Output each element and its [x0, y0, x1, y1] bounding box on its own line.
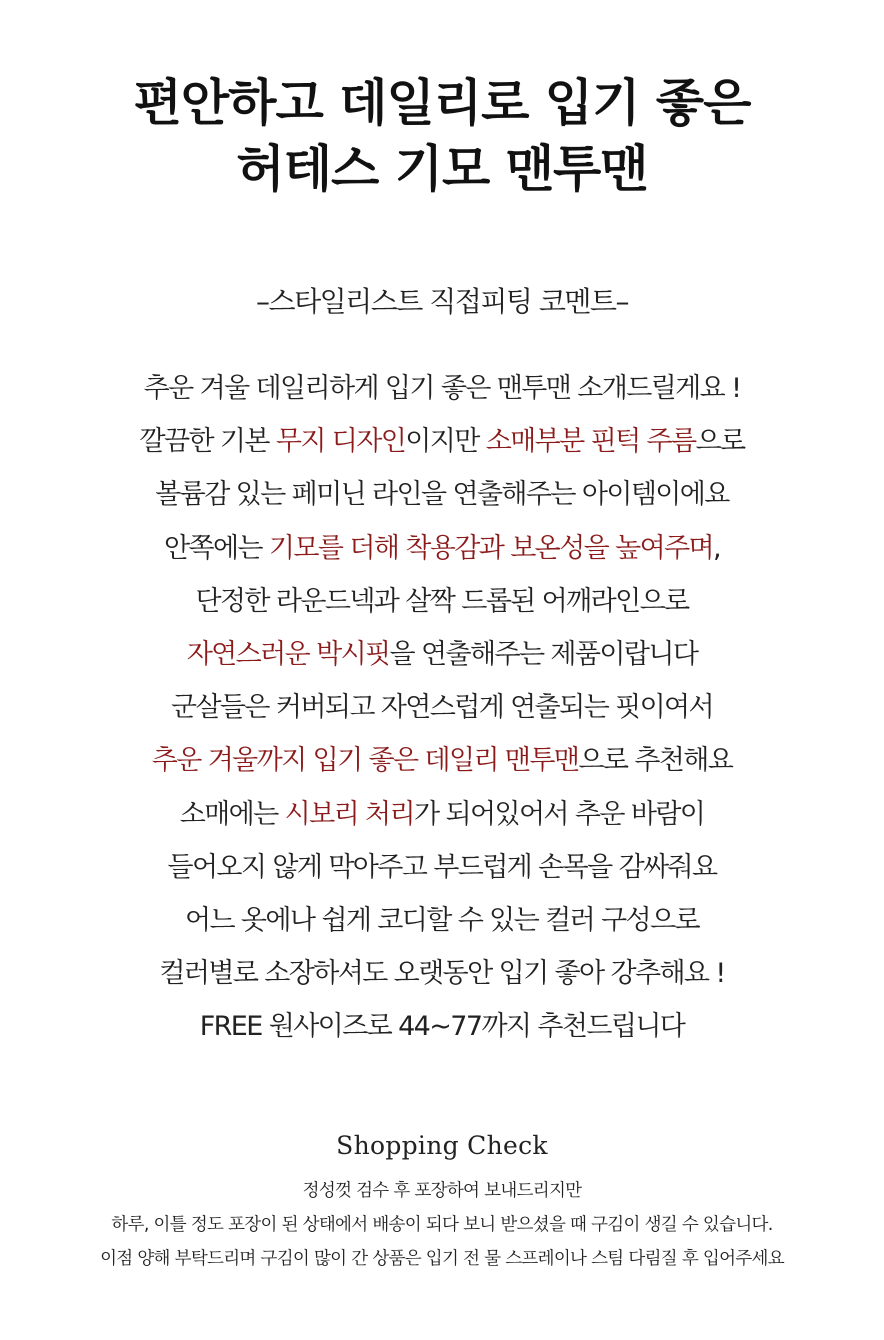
comment-line	[0, 468, 884, 521]
comment-phrase: 으로 추천해요	[578, 745, 733, 777]
shopping-check-notice	[0, 1174, 884, 1276]
comment-line	[0, 362, 884, 415]
comment-phrase: 추운 겨울 데일리하게 입기 좋은 맨투맨 소개드릴게요 !	[143, 373, 741, 404]
comment-phrase: 으로	[695, 426, 745, 458]
comment-phrase: 깔끔한 기본	[139, 426, 276, 458]
headline-line-2: 허테스 기모 맨투맨	[236, 140, 648, 198]
highlighted-phrase: 시보리 처리	[284, 798, 415, 830]
comment-line	[0, 575, 884, 628]
comment-line	[0, 734, 884, 787]
comment-phrase: 소매에는	[179, 798, 285, 830]
comment-phrase: 컬러별로 소장하셔도 오랫동안 입기 좋아 강추해요 !	[159, 958, 725, 990]
comment-phrase: 을 연출해주는 제품이랍니다	[389, 639, 698, 671]
comment-line	[0, 628, 884, 681]
comment-phrase: 어느 옷에나 쉽게 코디할 수 있는 컬러 구성으로	[184, 905, 700, 937]
comment-phrase: 가 되어있어서 추운 바람이	[414, 798, 705, 830]
shopping-check-line-3: 이점 양해 부탁드리며 구김이 많이 간 상품은 입기 전 물 스프레이나 스팀 다림질 후 입어주세요	[100, 1249, 784, 1269]
comment-phrase: 단정한 라운드넥과 살짝 드롭된 어깨라인으로	[195, 585, 689, 617]
comment-line	[0, 415, 884, 468]
comment-phrase: 이지만	[405, 426, 486, 458]
highlighted-phrase: 무지 디자인	[275, 426, 406, 458]
comment-line	[0, 894, 884, 947]
highlighted-phrase: 자연스러운 박시핏	[186, 639, 390, 671]
comment-phrase: ,	[713, 532, 721, 564]
comment-line	[0, 1000, 884, 1053]
comment-line	[0, 841, 884, 894]
shopping-check-title: Shopping Check	[336, 1131, 548, 1160]
highlighted-phrase: 기모를 더해 착용감과 보온성을 높여주며	[268, 532, 714, 564]
stylist-comment-text	[0, 362, 884, 1054]
highlighted-phrase: 소매부분 핀턱 주름	[485, 426, 696, 458]
comment-phrase: 들어오지 않게 막아주고 부드럽게 손목을 감싸줘요	[167, 851, 717, 883]
comment-phrase: 볼륨감 있는 페미닌 라인을 연출해주는 아이템이에요	[155, 479, 729, 511]
comment-line	[0, 681, 884, 734]
comment-phrase: FREE 원사이즈로 44~77까지 추천드립니다	[199, 1011, 685, 1043]
comment-line	[0, 788, 884, 841]
highlighted-phrase: 추운 겨울까지 입기 좋은 데일리 맨투맨	[151, 745, 579, 777]
headline-line-1: 편안하고 데일리로 입기 좋은	[133, 74, 751, 132]
stylist-comment-heading: –스타일리스트 직접피팅 코멘트–	[256, 285, 628, 318]
product-headline	[0, 70, 884, 202]
shopping-check-line-1: 정성껏 검수 후 포장하여 보내드리지만	[302, 1181, 582, 1201]
comment-phrase: 군살들은 커버되고 자연스럽게 연출되는 핏이여서	[170, 692, 714, 724]
comment-line	[0, 522, 884, 575]
comment-phrase: 안쪽에는	[163, 532, 269, 564]
shopping-check-line-2: 하루, 이틀 정도 포장이 된 상태에서 배송이 되다 보니 받으셨을 때 구김이 생길 수 있습니다.	[111, 1215, 773, 1235]
comment-line	[0, 947, 884, 1000]
